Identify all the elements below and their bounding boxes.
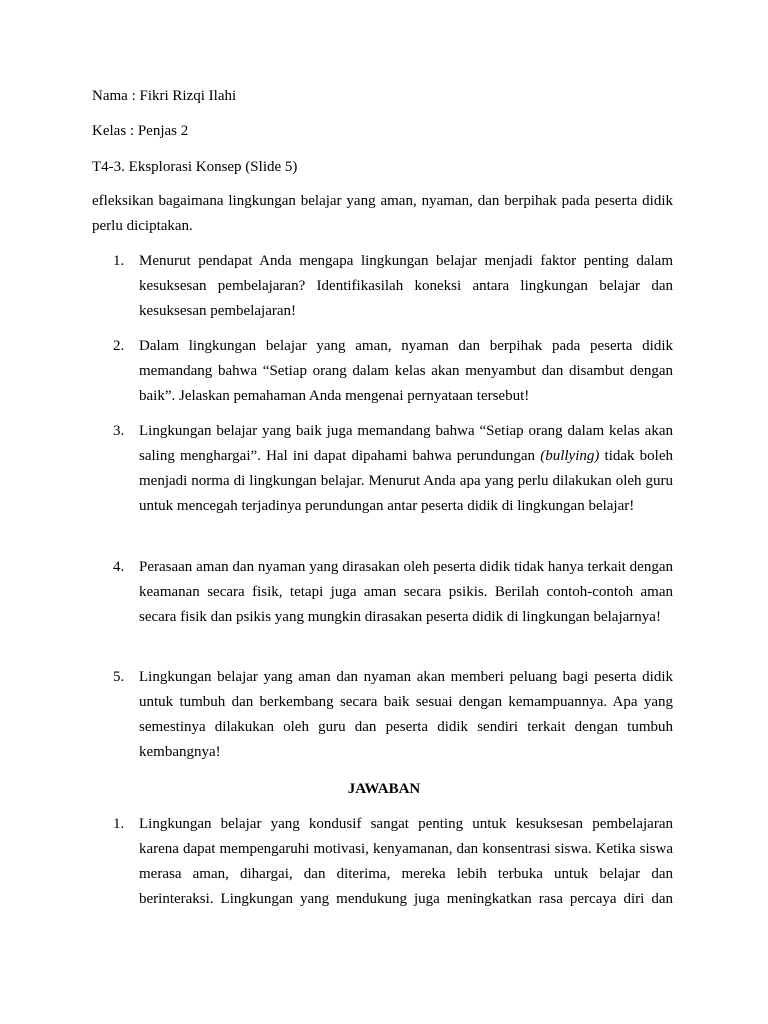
question-number: 4.	[113, 559, 125, 575]
question-number: 1.	[113, 253, 125, 269]
question-number: 2.	[113, 338, 125, 354]
task-title: T4-3. Eksplorasi Konsep (Slide 5)	[92, 159, 298, 175]
student-name: Nama : Fikri Rizqi Ilahi	[92, 88, 237, 104]
answer-text: Lingkungan belajar yang kondusif sangat penting untuk kesuksesan pembelajaran karena dapat mempengaruhi motivasi, kenyamanan, dan konsentrasi siswa. Ketika siswa merasa aman, dihargai, dan diterima, mereka lebih terbuka untuk belajar dan berinteraksi. Lingkungan yang mendukung juga meningkatkan rasa percaya diri dan	[139, 816, 673, 907]
question-text-part: Lingkungan belajar yang baik juga memandang bahwa “Setiap orang dalam kelas akan saling menghargai”. Hal ini dapat dipahami bahwa perundungan	[139, 423, 673, 464]
question-text-part: tidak boleh menjadi norma di lingkungan belajar. Menurut Anda apa yang perlu dilakukan oleh guru untuk mencegah terjadinya perundungan antar peserta didik di lingkungan belajar!	[139, 448, 673, 514]
question-italic-term: (bullying)	[540, 448, 600, 464]
answers-heading: JAWABAN	[347, 781, 421, 797]
question-text: Lingkungan belajar yang aman dan nyaman akan memberi peluang bagi peserta didik untuk tumbuh dan berkembang secara baik sesuai dengan kemampuannya. Apa yang semestinya dilakukan oleh guru dan peserta didik sendiri terkait dengan tumbuh kembangnya!	[139, 669, 673, 760]
question-text: Dalam lingkungan belajar yang aman, nyaman dan berpihak pada peserta didik memandang bahwa “Setiap orang dalam kelas akan menyambut dan disambut dengan baik”. Jelaskan pemahaman Anda mengenai pernyataan tersebut!	[139, 338, 673, 404]
question-text: Perasaan aman dan nyaman yang dirasakan oleh peserta didik tidak hanya terkait dengan keamanan secara fisik, tetapi juga aman secara psikis. Berilah contoh-contoh aman secara fisik dan psikis yang mungkin dirasakan peserta didik di lingkungan belajarnya!	[139, 559, 673, 625]
question-text: Menurut pendapat Anda mengapa lingkungan belajar menjadi faktor penting dalam kesuksesan pembelajaran? Identifikasilah koneksi antara lingkungan belajar dan kesuksesan pembelajaran!	[139, 253, 673, 319]
intro-paragraph: efleksikan bagaimana lingkungan belajar yang aman, nyaman, dan berpihak pada peserta didik perlu diciptakan.	[92, 193, 673, 234]
question-text	[139, 419, 673, 519]
question-number: 3.	[113, 423, 125, 439]
question-number: 5.	[113, 669, 125, 685]
answer-number: 1.	[113, 816, 125, 832]
student-class: Kelas : Penjas 2	[92, 123, 189, 139]
